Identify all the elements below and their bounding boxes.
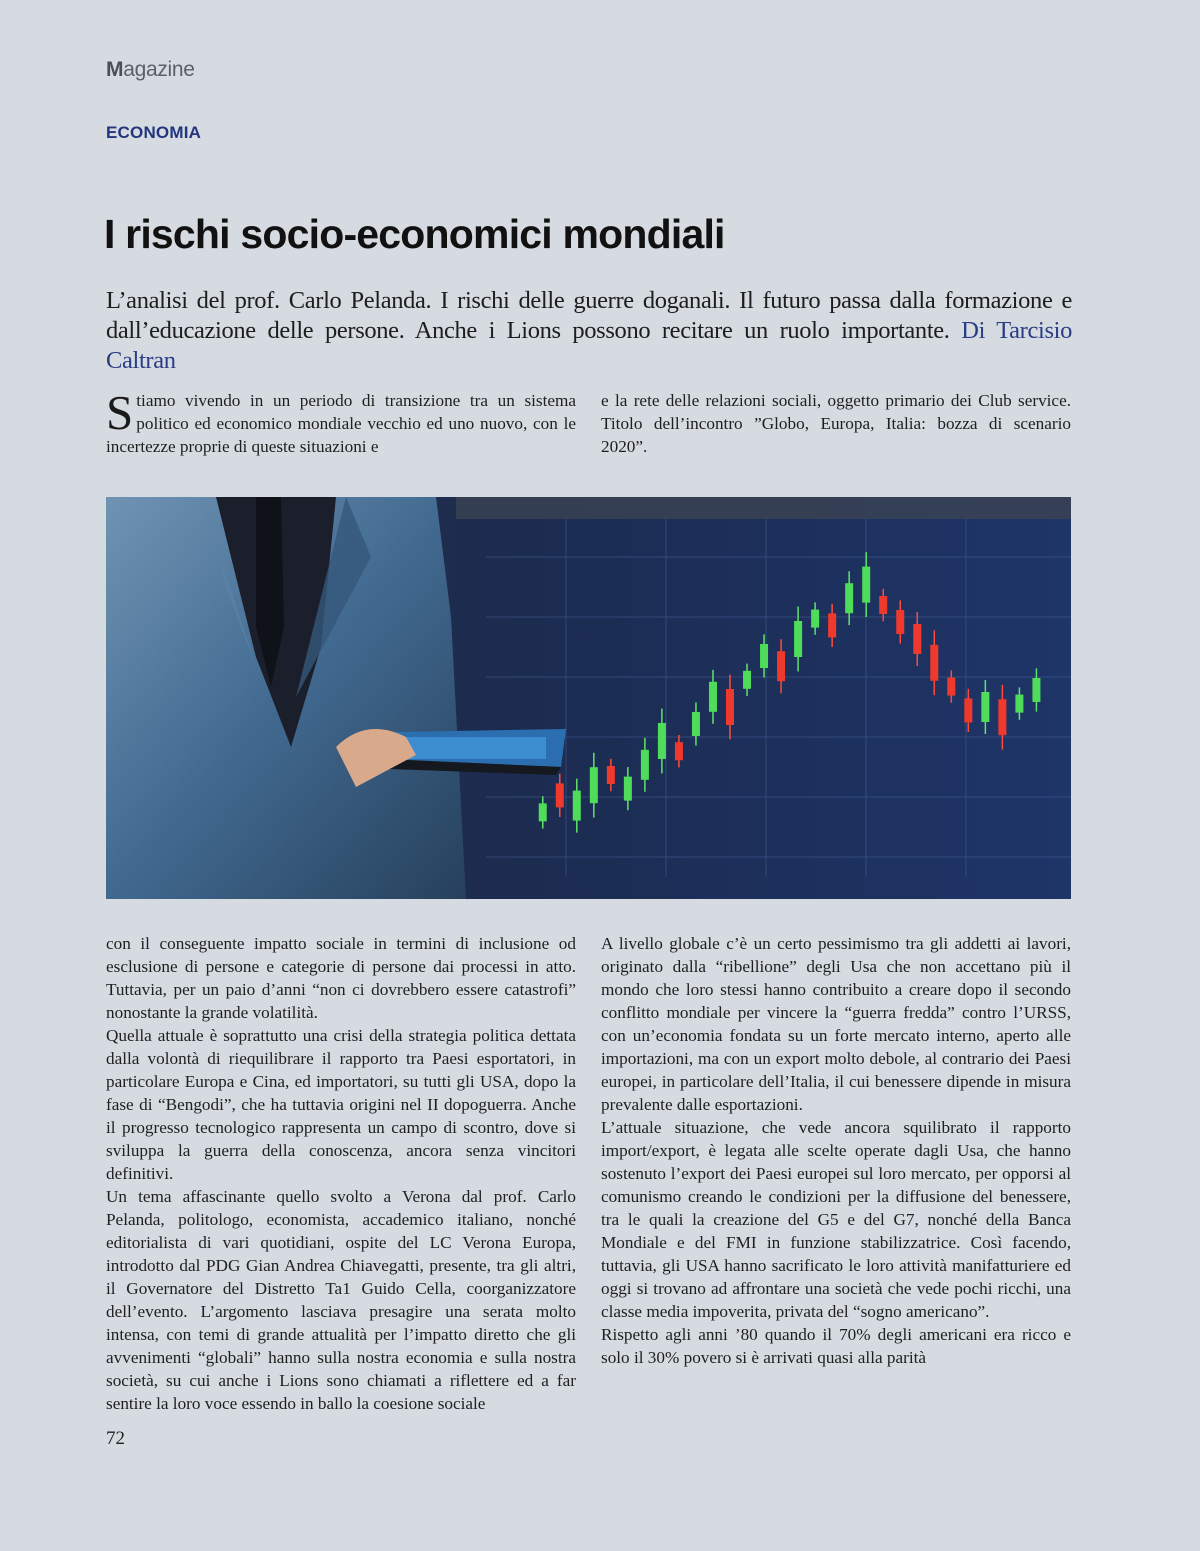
candle-body xyxy=(862,567,870,603)
candle-body xyxy=(930,645,938,681)
candle-body xyxy=(845,583,853,613)
candle-body xyxy=(1015,695,1023,713)
paragraph: Rispetto agli anni ’80 quando il 70% degli americani era ricco e solo il 30% povero si è arrivati quasi alla parità xyxy=(601,1325,1071,1367)
candle-body xyxy=(998,699,1006,735)
byline: Di Tarcisio Caltran xyxy=(106,317,1072,374)
intro-text-2: e la rete delle relazioni sociali, oggetto primario dei Club service. Titolo dell’incontro ”Globo, Europa, Italia: bozza di scenario 2020”. xyxy=(601,391,1071,456)
candle-body xyxy=(964,698,972,722)
body-column-2 xyxy=(601,932,1071,1369)
candle-body xyxy=(828,613,836,637)
candle-body xyxy=(709,682,717,712)
candle-body xyxy=(879,596,887,614)
candle-body xyxy=(590,767,598,803)
candle-body xyxy=(573,791,581,821)
paragraph: Quella attuale è soprattutto una crisi della strategia politica dettata dalla volontà di riequilibrare il rapporto tra Paesi esportatori, in particolare Europa e Cina, ed importatori, su tutti gli USA, dopo la fase di “Bengodi”, che ha tuttavia origini nel II dopoguerra. Anche il progresso tecnologico rappresenta un campo di scontro, dove si sviluppa la guerra della conoscenza, ancora senza vincitori definitivi. xyxy=(106,1026,576,1183)
intro-column-1 xyxy=(106,385,576,458)
paragraph: A livello globale c’è un certo pessimismo tra gli addetti ai lavori, originato dalla “ribellione” degli Usa che non accettano più il mondo che loro stessi hanno contribuito a creare dopo il secondo conflitto mondiale per vincere la “guerra fredda” contro l’URSS, con un’economia fondata su un forte mercato interno, aperto alle importazioni, ma con un export molto debole, al contrario dei Paesi europei, in particolare dell’Italia, il cui benessere dipende in misura prevalente dalle esportazioni. xyxy=(601,934,1071,1114)
candle-body xyxy=(811,610,819,628)
drop-cap: S xyxy=(106,385,134,440)
paragraph: Un tema affascinante quello svolto a Verona dal prof. Carlo Pelanda, politologo, economista, accademico italiano, nonché editorialista di vari quotidiani, ospite del LC Verona Europa, introdotto dal PDG Gian Andrea Chiavegatti, presente, tra gli altri, il Governatore del Distretto Ta1 Guido Cella, coorganizzatore dell’evento. L’argomento lasciava presagire una serata molto intensa, con temi di grande attualità per l’impatto diretto che gli avvenimenti “globali” hanno sulla nostra economia e sulla nostra società, su cui anche i Lions sono chiamati a riflettere ed a far sentire la loro voce essendo in ballo la coesione sociale xyxy=(106,1187,576,1413)
article-title: I rischi socio-economici mondiali xyxy=(104,211,725,257)
person-silhouette xyxy=(106,497,466,899)
candle-body xyxy=(760,644,768,668)
paragraph: L’attuale situazione, che vede ancora squilibrato il rapporto import/export, è legata alle scelte operate dagli Usa, che hanno sostenuto l’export dei Paesi europei sul loro mercato, per opporsi al comunismo creando le condizioni per la diffusione del benessere, tra le quali la creazione del G5 e del G7, nonché della Banca Mondiale e del FMI in funzione stabilizzatrice. Così facendo, tuttavia, gli USA hanno sacrificato le loro attività manifatturiere ed oggi si trovano ad affrontare una società che vede pochi ricchi, una classe media impoverita, privata del “sogno americano”. xyxy=(601,1118,1071,1321)
screen-toolbar xyxy=(456,497,1071,519)
candle-body xyxy=(794,621,802,657)
magazine-initial: M xyxy=(106,58,124,81)
candle-body xyxy=(777,651,785,681)
candle-body xyxy=(675,742,683,760)
magazine-name: agazine xyxy=(123,58,195,81)
candle-body xyxy=(913,624,921,654)
candle-body xyxy=(743,671,751,689)
candle-body xyxy=(607,766,615,784)
candle-body xyxy=(539,803,547,821)
candle-body xyxy=(641,750,649,780)
lead-text: L’analisi del prof. Carlo Pelanda. I rischi delle guerre doganali. Il futuro passa dalla formazione e dall’educazione delle persone. Anche i Lions possono recitare un ruolo importante. xyxy=(106,287,1072,344)
page-number: 72 xyxy=(106,1428,125,1449)
candle-body xyxy=(981,692,989,722)
magazine-header xyxy=(106,58,195,82)
candle-body xyxy=(896,610,904,634)
candle-body xyxy=(726,689,734,725)
candle-body xyxy=(1032,678,1040,702)
candle-body xyxy=(624,777,632,801)
intro-text-1: tiamo vivendo in un periodo di transizione tra un sistema politico ed economico mondiale vecchio ed uno nuovo, con le incertezze proprie di queste situazioni e xyxy=(106,391,576,456)
intro-column-2 xyxy=(601,389,1071,458)
candle-body xyxy=(658,723,666,759)
stock-chart-illustration xyxy=(106,497,1071,899)
candle-body xyxy=(556,783,564,807)
body-column-1 xyxy=(106,932,576,1415)
paragraph: con il conseguente impatto sociale in termini di inclusione od esclusione di persone e categorie di persone dai processi in atto. Tuttavia, per un paio d’anni “non ci dovrebbero essere catastrofi” nonostante la grande volatilità. xyxy=(106,934,576,1022)
section-label: ECONOMIA xyxy=(106,123,202,142)
candle-body xyxy=(692,712,700,736)
article-photo xyxy=(106,497,1071,899)
article-lead xyxy=(106,286,1072,376)
candle-body xyxy=(947,678,955,696)
